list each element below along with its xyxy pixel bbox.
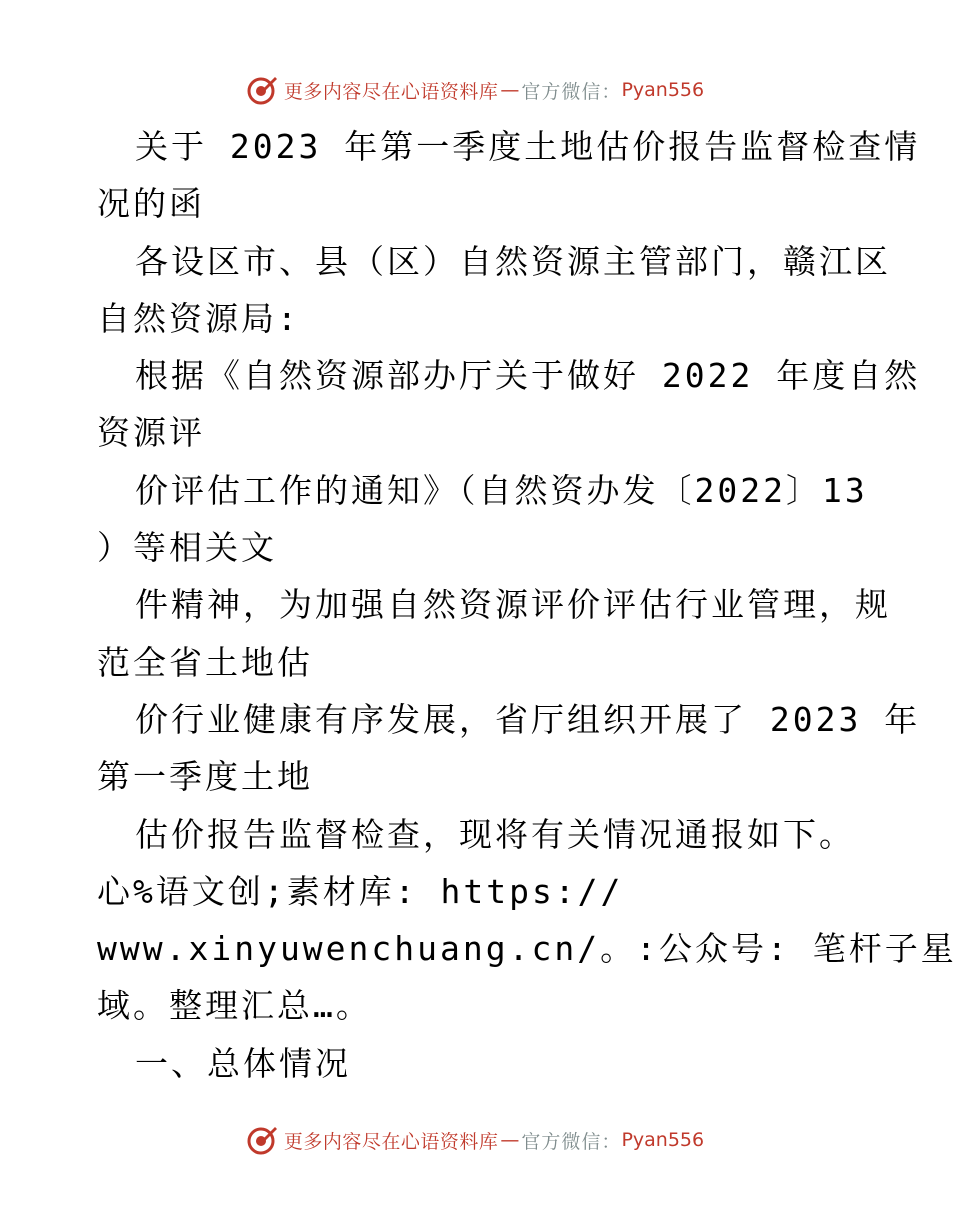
paragraph-line: 资源评 bbox=[97, 413, 205, 453]
addressee-line: 自然资源局: bbox=[97, 298, 300, 338]
watermark-dash: — bbox=[500, 79, 520, 101]
paragraph-line: 件精神，为加强自然资源评价评估行业管理，规 bbox=[135, 585, 891, 625]
watermark-id: Pyan556 bbox=[621, 79, 705, 101]
source-note-line: 域。整理汇总…。 bbox=[97, 986, 372, 1026]
document-title-line: 关于 2023 年第一季度土地估价报告监督检查情 bbox=[135, 127, 921, 166]
pen-logo-icon bbox=[246, 74, 278, 106]
watermark-main-text: 更多内容尽在心语资料库 bbox=[283, 1130, 499, 1153]
watermark-label: 官方微信： bbox=[521, 80, 622, 103]
paragraph-line: 价行业健康有序发展，省厅组织开展了 2023 年 bbox=[135, 699, 921, 739]
source-note-line: www.xinyuwenchuang.cn/。:公众号: 笔杆子星 bbox=[97, 929, 957, 969]
watermark-label: 官方微信： bbox=[521, 1130, 622, 1153]
paragraph-line: ）等相关文 bbox=[97, 528, 277, 568]
paragraph-line: 根据《自然资源部办厅关于做好 2022 年度自然 bbox=[135, 356, 921, 396]
source-note-line: 心%语文创;素材库: https:// bbox=[97, 871, 624, 911]
document-body bbox=[97, 118, 957, 1092]
paragraph-line: 第一季度土地 bbox=[97, 757, 313, 797]
watermark-id: Pyan556 bbox=[621, 1129, 705, 1151]
document-title-line: 况的函 bbox=[97, 184, 205, 224]
watermark-footer bbox=[0, 1120, 950, 1160]
watermark-dash: — bbox=[500, 1129, 520, 1151]
section-heading: 一、总体情况 bbox=[135, 1043, 351, 1083]
watermark-main-text: 更多内容尽在心语资料库 bbox=[283, 80, 499, 103]
pen-logo-icon bbox=[246, 1124, 278, 1156]
watermark-header bbox=[0, 70, 950, 110]
paragraph-line: 估价报告监督检查，现将有关情况通报如下。 bbox=[135, 814, 855, 854]
paragraph-line: 范全省土地估 bbox=[97, 642, 313, 682]
addressee-line: 各设区市、县（区）自然资源主管部门，赣江区 bbox=[135, 241, 891, 281]
paragraph-line: 价评估工作的通知》（自然资办发〔2022〕13 bbox=[135, 470, 868, 510]
